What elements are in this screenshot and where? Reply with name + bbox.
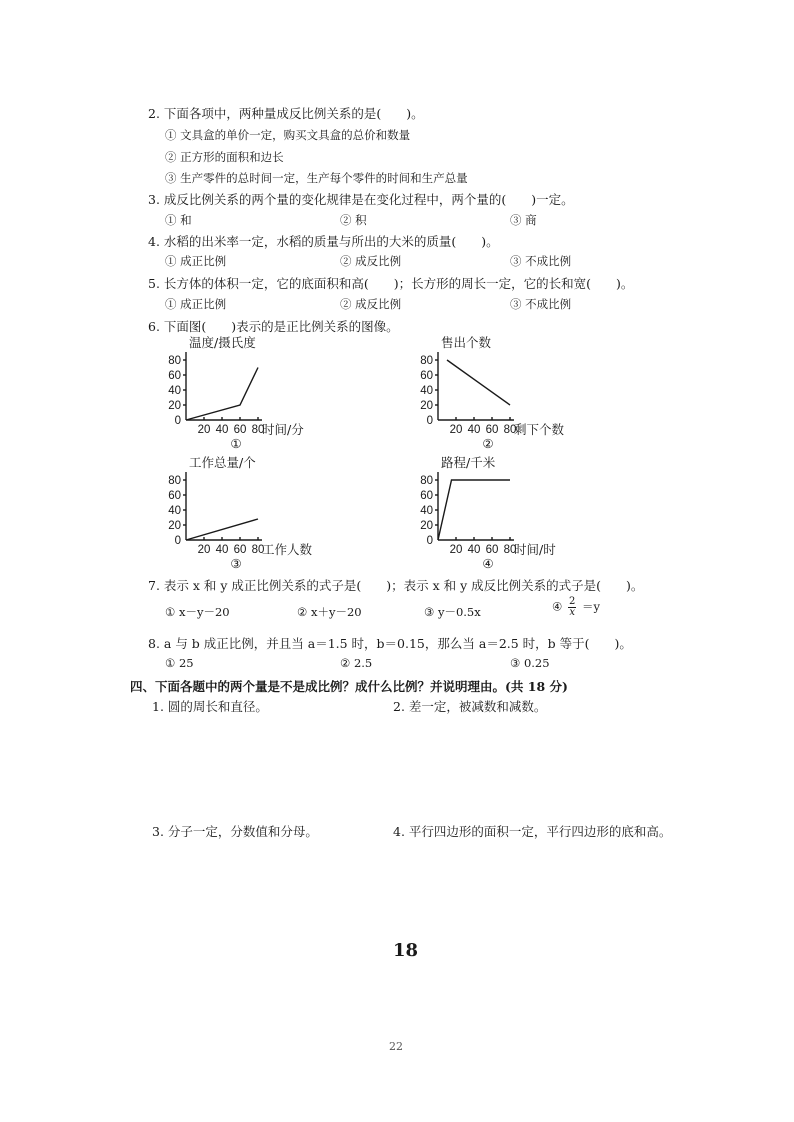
chart1-y-tick-label: 40	[168, 385, 181, 397]
chart4-y-tick-label: 20	[420, 520, 433, 532]
chart2-x-tick-label: 40	[467, 424, 481, 436]
q2-option-1: ① 文具盒的单价一定，购买文具盒的总价和数量	[165, 128, 411, 142]
chart4-marker: ④	[482, 556, 494, 571]
chart3-x-tick-label: 80	[251, 544, 265, 556]
chart4-x-tick-label: 40	[467, 544, 481, 556]
q3-stem: 3. 成反比例关系的两个量的变化规律是在变化过程中，两个量的( )一定。	[148, 192, 574, 207]
q4-option-2: ② 成反比例	[340, 254, 402, 268]
chart4-series-line	[438, 480, 510, 540]
chart1-y-tick-label: 60	[168, 370, 181, 382]
chart1-x-tick-label: 20	[197, 424, 211, 436]
section4-title: 四、下面各题中的两个量是不是成比例？成什么比例？并说明理由。(共 18 分)	[130, 679, 568, 694]
chart1-x-tick-label: 60	[233, 424, 247, 436]
q2-option-3: ③ 生产零件的总时间一定，生产每个零件的时间和生产总量	[165, 171, 468, 185]
q4-stem: 4. 水稻的出米率一定，水稻的质量与所出的大米的质量( )。	[148, 234, 499, 249]
q7-option-4-denominator: x	[569, 607, 575, 618]
q7-option-1: ① x－y－20	[165, 605, 230, 619]
chart1-marker: ①	[230, 436, 242, 451]
q3-option-3: ③ 商	[510, 213, 537, 227]
q8-option-2: ② 2.5	[340, 656, 373, 670]
chart3-x-tick-label: 20	[197, 544, 211, 556]
chart3-x-label: 工作人数	[262, 542, 313, 557]
chart1-x-tick-label: 40	[215, 424, 229, 436]
chart3-x-tick-label: 60	[233, 544, 247, 556]
section4-problem-2: 2. 差一定，被减数和减数。	[393, 699, 547, 714]
chart2-y-tick-label: 80	[420, 355, 433, 367]
q8-stem: 8. a 与 b 成正比例，并且当 a＝1.5 时，b＝0.15，那么当 a＝2.5 时，b 等于( )。	[148, 636, 632, 651]
q5-stem: 5. 长方体的体积一定，它的底面积和高( )；长方形的周长一定，它的长和宽( )。	[148, 276, 634, 291]
q8-option-1: ① 25	[165, 656, 194, 670]
chart2-y-tick-label: 0	[426, 415, 433, 427]
q8-option-3: ③ 0.25	[510, 656, 550, 670]
chart3-y-tick-label: 40	[168, 505, 181, 517]
q2-option-2: ② 正方形的面积和边长	[165, 150, 284, 164]
chart4-y-tick-label: 0	[426, 535, 433, 547]
q7-option-4-fraction	[568, 597, 576, 618]
chart3-series-line	[186, 519, 258, 540]
chart1-y-label: 温度/摄氏度	[189, 335, 256, 350]
chart1-y-tick-label: 0	[174, 415, 181, 427]
chart3-x-tick-label: 40	[215, 544, 229, 556]
chart2-y-label: 售出个数	[441, 335, 492, 350]
section4-problem-4: 4. 平行四边形的面积一定，平行四边形的底和高。	[393, 824, 672, 839]
chart4-x-tick-label: 80	[503, 544, 517, 556]
chart2-y-tick-label: 40	[420, 385, 433, 397]
chart4-x-tick-label: 20	[449, 544, 463, 556]
chart2-x-tick-label: 20	[449, 424, 463, 436]
chart1-x-label: 时间/分	[262, 422, 304, 437]
q3-option-1: ① 和	[165, 213, 192, 227]
page-number: 18	[393, 940, 419, 961]
chart2-marker: ②	[482, 436, 494, 451]
q7-option-4-marker: ④	[552, 599, 563, 614]
q7-stem: 7. 表示 x 和 y 成正比例关系的式子是( )；表示 x 和 y 成反比例关系的式子是( )。	[148, 578, 644, 593]
q7-option-4-numerator: 2	[568, 596, 576, 607]
chart2-y-tick-label: 60	[420, 370, 433, 382]
chart1-y-tick-label: 80	[168, 355, 181, 367]
q4-option-1: ① 成正比例	[165, 254, 227, 268]
chart2-x-tick-label: 80	[503, 424, 517, 436]
chart2-series-line	[447, 360, 510, 405]
q5-option-1: ① 成正比例	[165, 297, 227, 311]
chart2-x-tick-label: 60	[485, 424, 499, 436]
chart2-y-tick-label: 20	[420, 400, 433, 412]
chart3-y-tick-label: 0	[174, 535, 181, 547]
chart1-series-line	[186, 368, 258, 421]
q5-option-2: ② 成反比例	[340, 297, 402, 311]
chart3-y-tick-label: 80	[168, 475, 181, 487]
footer-number: 22	[389, 1040, 403, 1053]
q4-option-3: ③ 不成比例	[510, 254, 572, 268]
section4-problem-3: 3. 分子一定，分数值和分母。	[152, 824, 318, 839]
q7-option-3: ③ y－0.5x	[424, 605, 481, 619]
q6-stem: 6. 下面图( )表示的是正比例关系的图像。	[148, 319, 399, 334]
section4-problem-1: 1. 圆的周长和直径。	[152, 699, 268, 714]
chart3-marker: ③	[230, 556, 242, 571]
chart4-y-label: 路程/千米	[441, 455, 496, 470]
chart4-y-tick-label: 60	[420, 490, 433, 502]
chart4-x-label: 时间/时	[514, 542, 556, 557]
chart3-y-tick-label: 20	[168, 520, 181, 532]
q5-option-3: ③ 不成比例	[510, 297, 572, 311]
q7-option-4-rhs: ＝y	[582, 599, 600, 614]
chart4-y-tick-label: 40	[420, 505, 433, 517]
q7-option-4	[552, 597, 600, 618]
chart1-y-tick-label: 20	[168, 400, 181, 412]
q3-option-2: ② 积	[340, 213, 367, 227]
chart3-y-label: 工作总量/个	[189, 455, 256, 470]
q2-stem: 2. 下面各项中，两种量成反比例关系的是( )。	[148, 106, 424, 121]
chart4-y-tick-label: 80	[420, 475, 433, 487]
q7-option-2: ② x＋y－20	[297, 605, 362, 619]
chart2-x-label: 剩下个数	[514, 422, 565, 437]
chart1-x-tick-label: 80	[251, 424, 265, 436]
chart4-x-tick-label: 60	[485, 544, 499, 556]
chart3-y-tick-label: 60	[168, 490, 181, 502]
